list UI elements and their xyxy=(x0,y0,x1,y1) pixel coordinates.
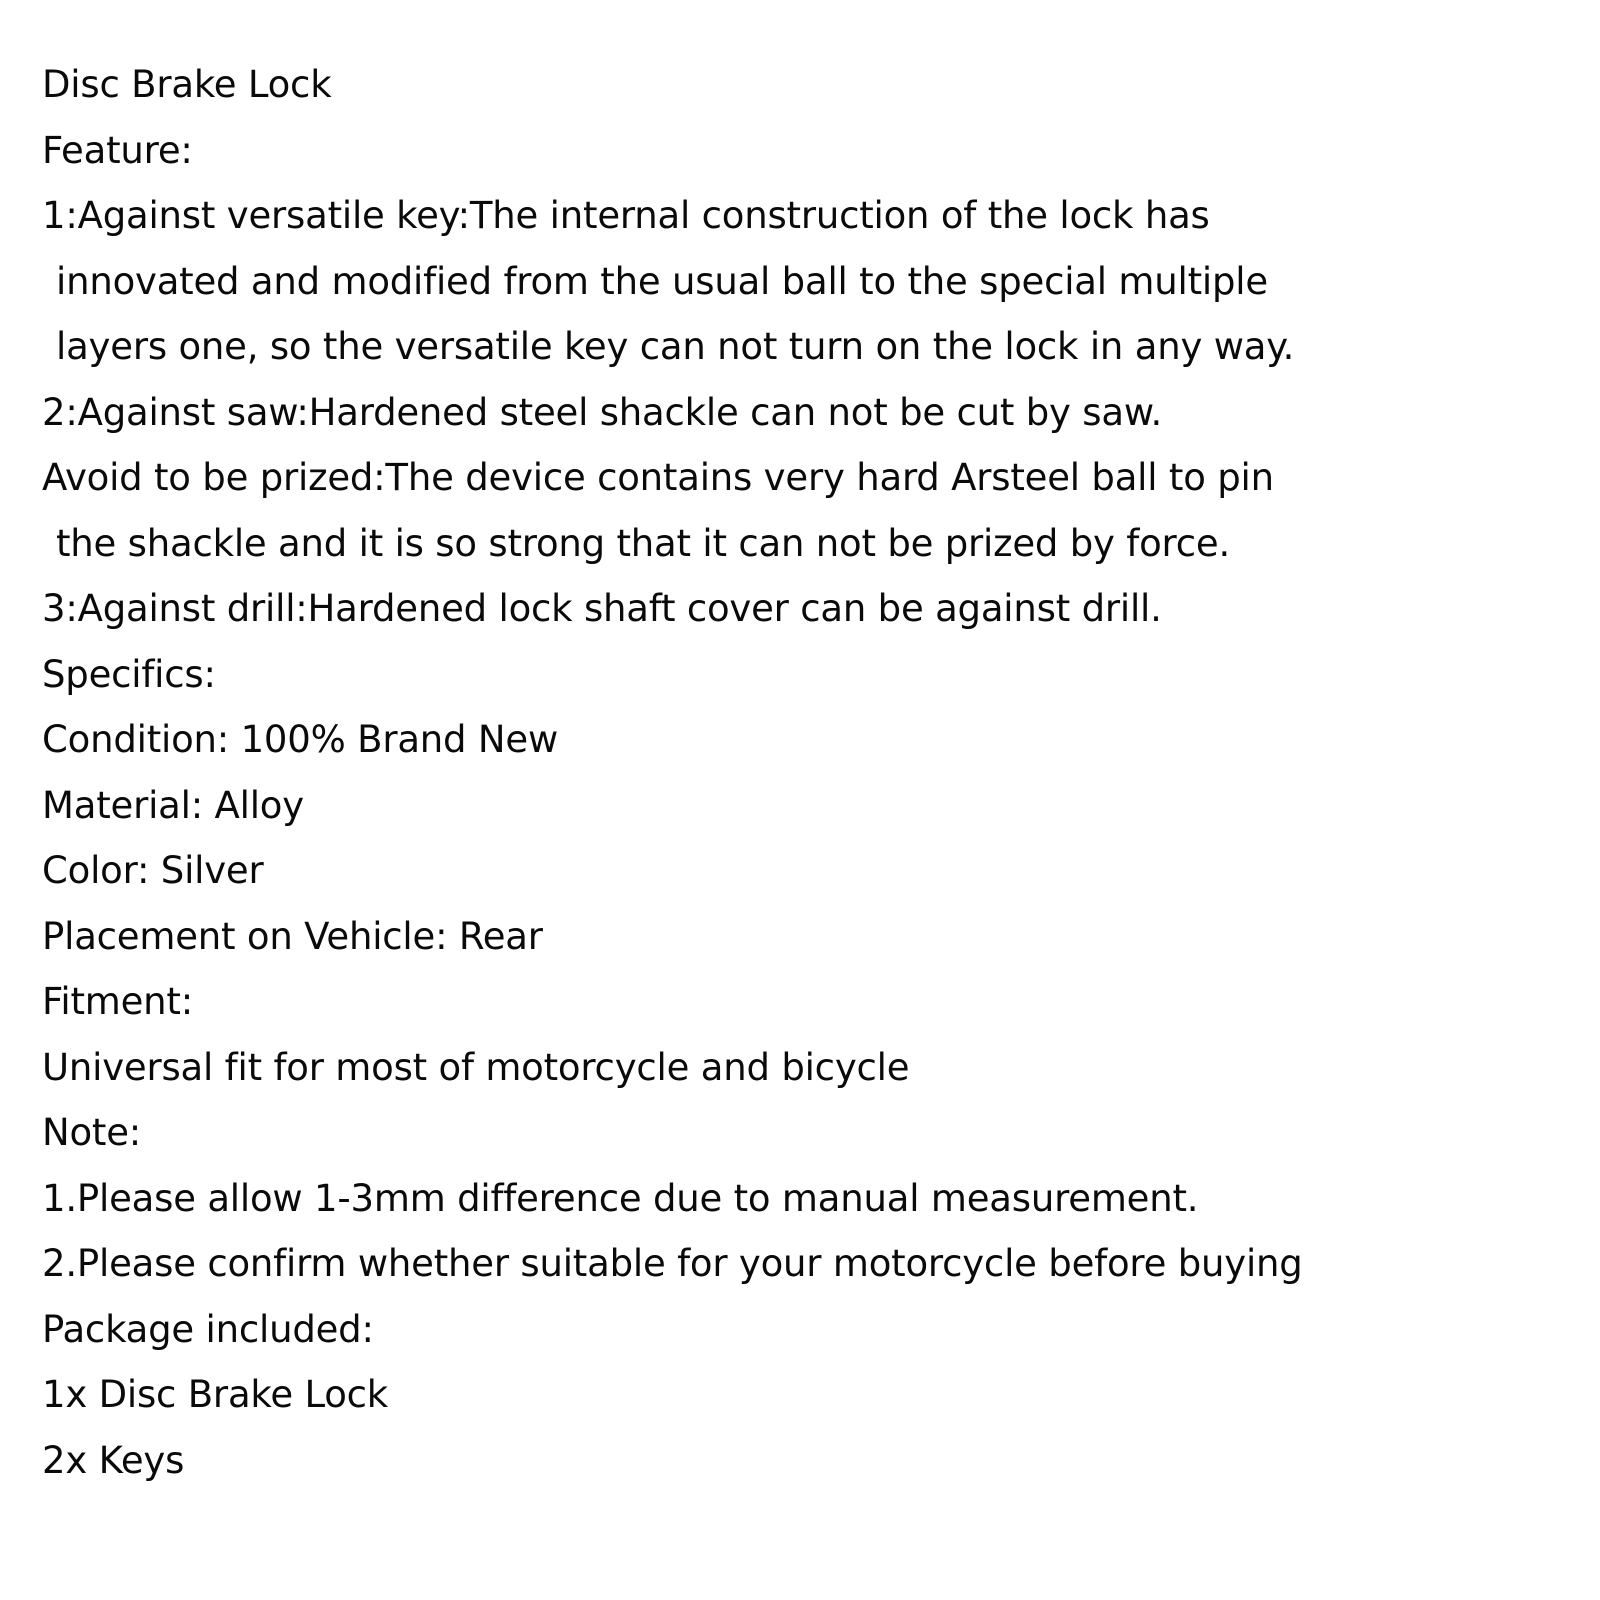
feature-1-line-3: layers one, so the versatile key can not turn on the lock in any way. xyxy=(56,325,1295,368)
spec-condition: Condition: 100% Brand New xyxy=(42,718,558,761)
feature-2-line-3: the shackle and it is so strong that it can not be prized by force. xyxy=(56,521,1231,565)
fitment-heading: Fitment: xyxy=(42,980,194,1023)
feature-1-line-1: 1:Against versatile key:The internal construction of the lock has xyxy=(42,194,1210,237)
package-item-1: 1x Disc Brake Lock xyxy=(42,1373,389,1416)
feature-2-line-1: 2:Against saw:Hardened steel shackle can not be cut by saw. xyxy=(42,390,1163,434)
package-item-2: 2x Keys xyxy=(42,1438,185,1482)
feature-3-line-1: 3:Against drill:Hardened lock shaft cover can be against drill. xyxy=(42,587,1162,630)
specifics-heading: Specifics: xyxy=(42,652,216,696)
spec-placement: Placement on Vehicle: Rear xyxy=(42,914,543,958)
note-2: 2.Please confirm whether suitable for your motorcycle before buying xyxy=(42,1242,1303,1285)
spec-color: Color: Silver xyxy=(42,849,264,892)
note-1: 1.Please allow 1-3mm difference due to manual measurement. xyxy=(42,1176,1199,1220)
feature-1-line-2: innovated and modified from the usual ball to the special multiple xyxy=(56,259,1268,303)
note-heading: Note: xyxy=(42,1111,142,1154)
feature-heading: Feature: xyxy=(42,128,193,172)
doc-title: Disc Brake Lock xyxy=(42,63,332,106)
feature-2-line-2: Avoid to be prized:The device contains very hard Arsteel ball to pin xyxy=(42,456,1274,499)
spec-material: Material: Alloy xyxy=(42,783,304,827)
fitment-value: Universal fit for most of motorcycle and bicycle xyxy=(42,1045,910,1089)
package-heading: Package included: xyxy=(42,1307,374,1351)
